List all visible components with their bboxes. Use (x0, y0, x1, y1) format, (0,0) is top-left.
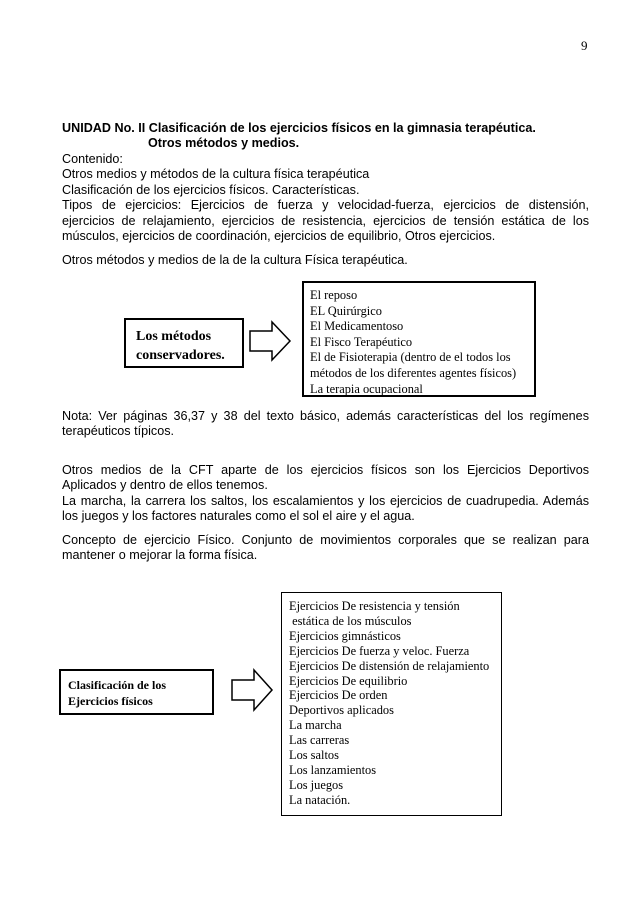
concept-line1: Concepto de ejercicio Físico. Conjunto de movimientos corporales que se realizan para (62, 533, 589, 547)
unit-heading-line2: Otros métodos y medios. (148, 136, 300, 151)
exercise-types-line2: ejercicios de relajamiento, ejercicios de resistencia, ejercicios de tensión estática de los (62, 213, 589, 228)
exercise-classification-list (281, 592, 502, 816)
exercise-classification-label-line1: Clasificación de los (68, 678, 166, 692)
exercise-item: La marcha (289, 718, 342, 733)
other-methods-intro: Otros métodos y medios de la de la cultura Física terapéutica. (62, 253, 408, 267)
exercise-item: Los lanzamientos (289, 762, 377, 777)
contents-line2: Clasificación de los ejercicios físicos. Características. (62, 182, 360, 197)
exercise-item: Los juegos (289, 777, 344, 792)
exercise-item: Ejercicios De equilibrio (289, 673, 408, 688)
method-item: métodos de los diferentes agentes físicos) (310, 365, 517, 380)
exercise-classification-box (59, 669, 214, 715)
method-item: El de Fisioterapia (dentro de el todos los (310, 350, 511, 365)
concept-paragraph (62, 533, 589, 564)
concept-line2: mantener o mejorar la forma física. (62, 548, 258, 563)
conservative-methods-list (302, 281, 536, 397)
contents-label: Contenido: (62, 152, 123, 166)
method-item: La terapia ocupacional (310, 381, 423, 396)
exercise-types-line3: músculos, ejercicios de coordinación, ejercicios de equilibrio, Otros ejercicios. (62, 229, 496, 244)
exercise-types-line1: Tipos de ejercicios: Ejercicios de fuerza y velocidad-fuerza, ejercicios de distensión, (62, 198, 589, 213)
contents-line1: Otros medios y métodos de la cultura física terapéutica (62, 167, 370, 182)
conservative-methods-label-line1: Los métodos (136, 329, 212, 344)
other-means-paragraph (62, 463, 589, 525)
exercise-item: Ejercicios De resistencia y tensión (289, 599, 460, 613)
page-number: 9 (581, 38, 588, 53)
unit-heading-line1: UNIDAD No. II Clasificación de los ejercicios físicos en la gimnasia terapéutica. (62, 121, 536, 135)
contents-section (62, 152, 589, 244)
exercise-item: La natación. (289, 792, 351, 807)
exercise-classification-label-line2: Ejercicios físicos (68, 694, 153, 708)
conservative-methods-label-line2: conservadores. (136, 348, 225, 363)
exercise-item: Los saltos (289, 748, 339, 763)
other-means-line2: Aplicados y dentro de ellos tenemos. (62, 478, 268, 493)
method-item: El Fisco Terapéutico (310, 334, 413, 349)
other-means-line1: Otros medios de la CFT aparte de los ejercicios físicos son los Ejercicios Deportivos (62, 463, 589, 477)
exercise-item: Deportivos aplicados (289, 703, 394, 718)
method-item: EL Quirúrgico (310, 303, 382, 318)
method-item: El Medicamentoso (310, 319, 404, 334)
unit-heading (62, 121, 582, 152)
note-line1: Nota: Ver páginas 36,37 y 38 del texto básico, además características del los regímenes (62, 409, 589, 423)
note-paragraph (62, 409, 589, 440)
right-arrow-icon (248, 320, 292, 362)
conservative-methods-box (124, 318, 244, 368)
exercise-item: Ejercicios De distensión de relajamiento (289, 658, 490, 673)
exercise-item: Ejercicios gimnásticos (289, 628, 401, 643)
other-means-line4: los juegos y los factores naturales como el sol el aire y el agua. (62, 509, 415, 524)
exercise-item: Las carreras (289, 733, 350, 748)
exercise-item: estática de los músculos (289, 613, 412, 628)
exercise-item: Ejercicios De fuerza y veloc. Fuerza (289, 643, 470, 658)
right-arrow-icon (230, 668, 274, 712)
note-line2: terapéuticos típicos. (62, 424, 175, 439)
method-item: El reposo (310, 288, 358, 302)
other-means-line3: La marcha, la carrera los saltos, los escalamientos y los ejercicios de cuadrupedia. Además (62, 493, 589, 508)
exercise-item: Ejercicios De orden (289, 688, 388, 703)
